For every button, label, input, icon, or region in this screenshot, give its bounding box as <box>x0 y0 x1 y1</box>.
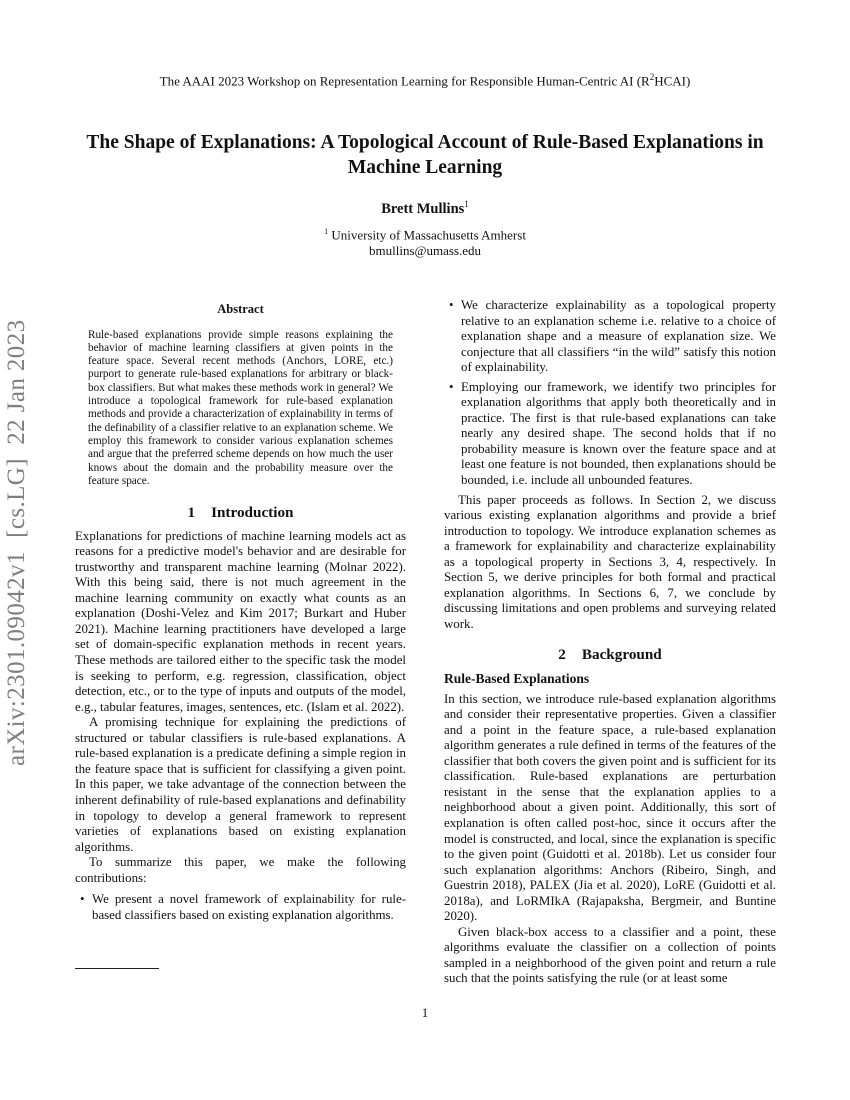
bullet-icon: • <box>449 379 454 394</box>
list-item-text: Employing our framework, we identify two principles for explanation algorithms that apply both theoretically and in practice. The first is that rule-based explanations can take nearly any desired shape. The second holds that if no probability measure is known over the feature space and at least one feature is not bounded, then explanations should be bounded, i.e. include all unbounded features. <box>461 379 776 488</box>
contributions-list-continued <box>444 298 776 489</box>
subsection-heading: Rule-Based Explanations <box>444 671 590 687</box>
arxiv-stamp <box>3 266 37 766</box>
contributions-list <box>75 892 406 923</box>
page-number: 1 <box>421 1005 429 1020</box>
author-superscript: 1 <box>464 199 469 209</box>
background-paragraph-1: In this section, we introduce rule-based explanation algorithms and consider their representative properties. Given a classifier and a point in the feature space, a rule-based explanation algorithm generates a rule defined in terms of the features of the classifier that both covers the given point and is sufficient for its classification. Rule-based explanations are perturbation resistant in the sense that the explanation applies to a neighborhood about a given point. Additionally, this sort of explanation is often called post-hoc, since it occurs after the model is constructed, and local, since the explanation is specific to the given point (Guidotti et al. 2018b). Let us consider four such explanation algorithms: Anchors (Ribeiro, Singh, and Guestrin 2018), PALEX (Jia et al. 2020), LoRE (Guidotti et al. 2018a), and LoRMIkA (Rajapaksha, Bergmeir, and Buntine 2020). <box>444 691 776 924</box>
paper-title: The Shape of Explanations: A Topological Account of Rule-Based Explanations in Machine Learning <box>86 132 764 178</box>
section-number: 1 <box>187 504 196 522</box>
intro-paragraph-2: A promising technique for explaining the predictions of structured or tabular classifiers is rule-based explanations. A rule-based explanation is a predicate defining a simple region in the feature space that is sufficient for classifying a given point. In this paper, we take advantage of the connection between the inherent definability of rule-based explanations and definability in topology to develop a general framework to represent varieties of explanations based on existing explanation algorithms. <box>75 715 406 854</box>
author-name: Brett Mullins <box>381 200 465 217</box>
section-heading-introduction <box>75 505 406 521</box>
affiliation-line <box>0 224 850 243</box>
workshop-header-end: HCAI) <box>654 73 691 89</box>
workshop-header <box>0 72 850 89</box>
list-item <box>444 298 776 376</box>
intro-paragraph-4: This paper proceeds as follows. In Section 2, we discuss various existing explanation algorithms and provide a brief introduction to topology. We introduce explanation schemes as a framework for explainability and characterize explainability as a topological property in Sections 3, 4, respectively. In Section 5, we derive principles for both formal and practical explanation algorithms. In Sections 6, 7, we conclude by discussing limitations and open problems and surveying related work. <box>444 492 776 631</box>
workshop-header-text: The AAAI 2023 Workshop on Representation Learning for Responsible Human-Centric AI (R <box>159 73 650 89</box>
footnote-rule <box>75 968 159 969</box>
workshop-header-superscript: 2 <box>649 72 655 82</box>
intro-paragraph-3: To summarize this paper, we make the following contributions: <box>75 855 406 885</box>
left-column <box>75 296 406 927</box>
background-paragraph-2: Given black-box access to a classifier and a point, these algorithms evaluate the classifier on a collection of points sampled in a neighborhood of the given point and return a rule such that the points satisfying the rule (or at least some <box>444 924 776 986</box>
section-title: Introduction <box>211 504 294 522</box>
section-number: 2 <box>558 646 566 664</box>
list-item-text: We characterize explainability as a topological property relative to an explanation scheme i.e. relative to a choice of explanation shape and a measure of explanation size. We conjecture that all classifiers “in the wild” satisfy this notion of explainability. <box>461 298 776 375</box>
bullet-icon: • <box>80 892 85 907</box>
right-column <box>444 296 776 987</box>
section-title: Background <box>581 646 662 664</box>
arxiv-stamp-text: arXiv:2301.09042v1 [cs.LG] 22 Jan 2023 <box>3 319 30 766</box>
intro-paragraph-1: Explanations for predictions of machine learning models act as reasons for a predictive model's behavior and are desirable for trustworthy and transparent machine learning (Molnar 2022). With this being said, there is not much agreement in the machine learning community on exactly what counts as an explanation (Doshi-Velez and Kim 2017; Burkart and Huber 2021). Machine learning practitioners have developed a large set of domain-specific explanation methods in recent years. These methods are tailored either to the specific task the model is seeking to perform, e.g. regression, classification, object detection, etc., or to the type of inputs and outputs of the model, e.g., tabular features, images, sentences, etc. (Islam et al. 2022). <box>75 528 406 714</box>
affiliation-block <box>0 224 850 259</box>
list-item <box>75 892 406 923</box>
list-item <box>444 380 776 489</box>
author-email: bmullins@umass.edu <box>369 243 481 259</box>
abstract-heading: Abstract <box>217 302 264 316</box>
affiliation-name: University of Massachusetts Amherst <box>331 227 526 243</box>
list-item-text: We present a novel framework of explainability for rule-based classifiers based on existing explanation algorithms. <box>92 892 406 922</box>
affiliation-superscript: 1 <box>324 227 329 236</box>
bullet-icon: • <box>449 298 454 312</box>
section-heading-background <box>444 647 776 663</box>
abstract-text: Rule-based explanations provide simple reasons explaining the behavior of machine learning classifiers at given points in the feature space. Several recent methods (Anchors, LORE, etc.) purport to generate rule-based explanations for arbitrary or black-box classifiers. But what makes these methods work in general? We introduce a topological framework for rule-based explanation methods and provide a characterization of explainability in terms of the definability of a classifier relative to an explanation scheme. We employ this framework to consider various explanation schemes and argue that the preferred scheme depends on how much the user knows about the domain and the probability measure over the feature space. <box>88 328 393 487</box>
author-line <box>0 199 850 218</box>
